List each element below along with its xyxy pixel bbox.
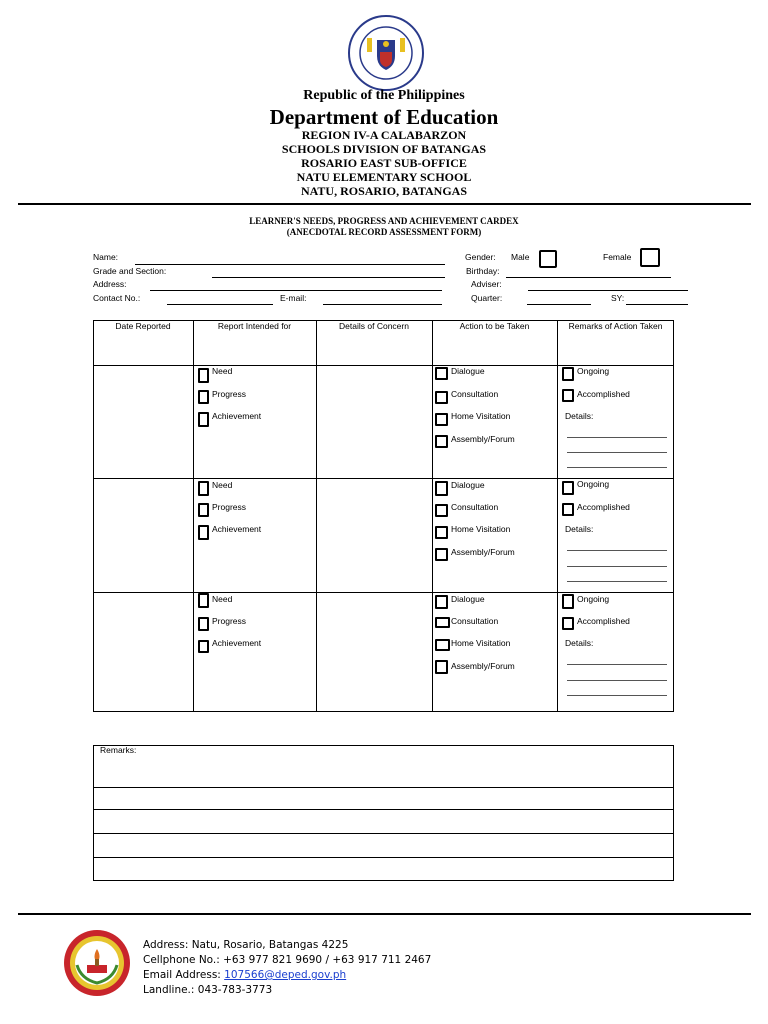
consultation-checkbox[interactable] bbox=[435, 391, 448, 404]
region-line: REGION IV-A CALABARZON bbox=[301, 128, 467, 142]
footer-landline: Landline.: 043-783-3773 bbox=[143, 984, 273, 996]
address-label: Address: bbox=[93, 279, 127, 289]
need-label: Need bbox=[212, 366, 233, 376]
birthday-field[interactable] bbox=[506, 277, 671, 278]
footer-divider bbox=[18, 913, 751, 915]
ongoing-checkbox[interactable] bbox=[562, 594, 574, 609]
consultation-label: Consultation bbox=[451, 616, 499, 626]
adviser-field[interactable] bbox=[528, 290, 688, 291]
accomplished-label: Accomplished bbox=[577, 502, 630, 512]
accomplished-checkbox[interactable] bbox=[562, 503, 574, 516]
achievement-label: Achievement bbox=[212, 524, 262, 534]
male-label: Male bbox=[511, 252, 530, 262]
school-address-line: NATU, ROSARIO, BATANGAS bbox=[300, 184, 468, 198]
ongoing-label: Ongoing bbox=[577, 594, 610, 604]
remarks-label: Remarks: bbox=[100, 745, 137, 755]
remarks-box bbox=[93, 745, 674, 881]
home-visitation-checkbox[interactable] bbox=[435, 526, 448, 539]
progress-label: Progress bbox=[212, 389, 247, 399]
col-divider bbox=[316, 320, 317, 712]
consultation-checkbox[interactable] bbox=[435, 617, 450, 628]
remarks-line[interactable] bbox=[93, 833, 674, 834]
accomplished-checkbox[interactable] bbox=[562, 617, 574, 630]
details-line[interactable] bbox=[567, 695, 667, 696]
achievement-label: Achievement bbox=[212, 638, 262, 648]
row-divider bbox=[93, 592, 674, 593]
consultation-label: Consultation bbox=[451, 389, 499, 399]
home-visitation-checkbox[interactable] bbox=[435, 639, 450, 651]
form-title: LEARNER'S NEEDS, PROGRESS AND ACHIEVEMENT CARDEX bbox=[249, 216, 519, 226]
details-label: Details: bbox=[565, 638, 594, 648]
republic-line: Republic of the Philippines bbox=[303, 88, 465, 103]
assembly-forum-checkbox[interactable] bbox=[435, 660, 448, 674]
need-label: Need bbox=[212, 480, 233, 490]
progress-checkbox[interactable] bbox=[198, 390, 209, 404]
dialogue-checkbox[interactable] bbox=[435, 481, 448, 496]
contact-label: Contact No.: bbox=[93, 293, 141, 303]
address-field[interactable] bbox=[150, 290, 442, 291]
assembly-forum-label: Assembly/Forum bbox=[451, 661, 515, 671]
details-label: Details: bbox=[565, 411, 594, 421]
sy-field[interactable] bbox=[626, 304, 688, 305]
form-subtitle: (ANECDOTAL RECORD ASSESSMENT FORM) bbox=[286, 227, 482, 237]
gender-label: Gender: bbox=[465, 252, 496, 262]
assembly-forum-label: Assembly/Forum bbox=[451, 434, 515, 444]
footer-cellphone: Cellphone No.: +63 977 821 9690 / +63 917 711 2467 bbox=[143, 954, 432, 966]
achievement-checkbox[interactable] bbox=[198, 525, 209, 540]
assembly-forum-checkbox[interactable] bbox=[435, 435, 448, 448]
dialogue-label: Dialogue bbox=[451, 480, 485, 490]
ongoing-label: Ongoing bbox=[577, 479, 610, 489]
details-line[interactable] bbox=[567, 550, 667, 551]
ongoing-checkbox[interactable] bbox=[562, 481, 574, 495]
email-field[interactable] bbox=[323, 304, 442, 305]
need-checkbox[interactable] bbox=[198, 593, 209, 608]
details-label: Details: bbox=[565, 524, 594, 534]
achievement-checkbox[interactable] bbox=[198, 640, 209, 653]
details-line[interactable] bbox=[567, 680, 667, 681]
male-checkbox[interactable] bbox=[539, 250, 557, 268]
home-visitation-label: Home Visitation bbox=[451, 411, 511, 421]
quarter-field[interactable] bbox=[527, 304, 591, 305]
home-visitation-checkbox[interactable] bbox=[435, 413, 448, 426]
accomplished-checkbox[interactable] bbox=[562, 389, 574, 402]
name-field[interactable] bbox=[135, 264, 445, 265]
progress-checkbox[interactable] bbox=[198, 617, 209, 631]
quarter-label: Quarter: bbox=[471, 293, 503, 303]
col-divider bbox=[432, 320, 433, 712]
suboffice-line: ROSARIO EAST SUB-OFFICE bbox=[301, 156, 467, 170]
assembly-forum-checkbox[interactable] bbox=[435, 548, 448, 561]
header-details-concern: Details of Concern bbox=[339, 321, 409, 331]
school-line: NATU ELEMENTARY SCHOOL bbox=[296, 170, 472, 184]
header-remarks-action: Remarks of Action Taken bbox=[568, 321, 663, 331]
achievement-checkbox[interactable] bbox=[198, 412, 209, 427]
footer-address: Address: Natu, Rosario, Batangas 4225 bbox=[143, 939, 349, 951]
home-visitation-label: Home Visitation bbox=[451, 524, 511, 534]
details-line[interactable] bbox=[567, 452, 667, 453]
details-line[interactable] bbox=[567, 664, 667, 665]
female-label: Female bbox=[603, 252, 632, 262]
col-divider bbox=[557, 320, 558, 712]
email-label: E-mail: bbox=[280, 293, 307, 303]
sy-label: SY: bbox=[611, 293, 625, 303]
department-title: Department of Education bbox=[269, 105, 499, 129]
consultation-checkbox[interactable] bbox=[435, 504, 448, 517]
adviser-label: Adviser: bbox=[471, 279, 502, 289]
progress-label: Progress bbox=[212, 616, 247, 626]
contact-field[interactable] bbox=[167, 304, 273, 305]
remarks-line[interactable] bbox=[93, 857, 674, 858]
footer-email-link[interactable]: 107566@deped.gov.ph bbox=[224, 969, 347, 981]
footer-email-row bbox=[143, 969, 346, 981]
header-action: Action to be Taken bbox=[459, 321, 530, 331]
dialogue-label: Dialogue bbox=[451, 594, 485, 604]
remarks-line[interactable] bbox=[93, 809, 674, 810]
header-date-reported: Date Reported bbox=[115, 321, 171, 331]
deped-seal-logo bbox=[347, 14, 425, 92]
progress-label: Progress bbox=[212, 502, 247, 512]
name-label: Name: bbox=[93, 252, 119, 262]
progress-checkbox[interactable] bbox=[198, 503, 209, 517]
header-divider bbox=[18, 203, 751, 205]
cardex-table bbox=[93, 320, 674, 712]
col-divider bbox=[193, 320, 194, 712]
dialogue-checkbox[interactable] bbox=[435, 367, 448, 380]
grade-section-label: Grade and Section: bbox=[93, 266, 167, 276]
accomplished-label: Accomplished bbox=[577, 389, 630, 399]
assembly-forum-label: Assembly/Forum bbox=[451, 547, 515, 557]
home-visitation-label: Home Visitation bbox=[451, 638, 511, 648]
consultation-label: Consultation bbox=[451, 502, 499, 512]
remarks-line[interactable] bbox=[93, 787, 674, 788]
need-label: Need bbox=[212, 594, 233, 604]
school-seal-logo bbox=[63, 929, 131, 997]
need-checkbox[interactable] bbox=[198, 481, 209, 496]
need-checkbox[interactable] bbox=[198, 368, 209, 383]
ongoing-label: Ongoing bbox=[577, 366, 610, 376]
details-line[interactable] bbox=[567, 467, 667, 468]
grade-section-field[interactable] bbox=[212, 277, 445, 278]
dialogue-checkbox[interactable] bbox=[435, 595, 448, 609]
female-checkbox[interactable] bbox=[640, 248, 660, 267]
details-line[interactable] bbox=[567, 566, 667, 567]
accomplished-label: Accomplished bbox=[577, 616, 630, 626]
footer-email-label: Email Address: bbox=[143, 969, 225, 981]
details-line[interactable] bbox=[567, 581, 667, 582]
details-line[interactable] bbox=[567, 437, 667, 438]
birthday-label: Birthday: bbox=[466, 266, 500, 276]
achievement-label: Achievement bbox=[212, 411, 262, 421]
ongoing-checkbox[interactable] bbox=[562, 367, 574, 381]
dialogue-label: Dialogue bbox=[451, 366, 485, 376]
division-line: SCHOOLS DIVISION OF BATANGAS bbox=[281, 142, 487, 156]
header-report-intended: Report Intended for bbox=[217, 321, 292, 331]
